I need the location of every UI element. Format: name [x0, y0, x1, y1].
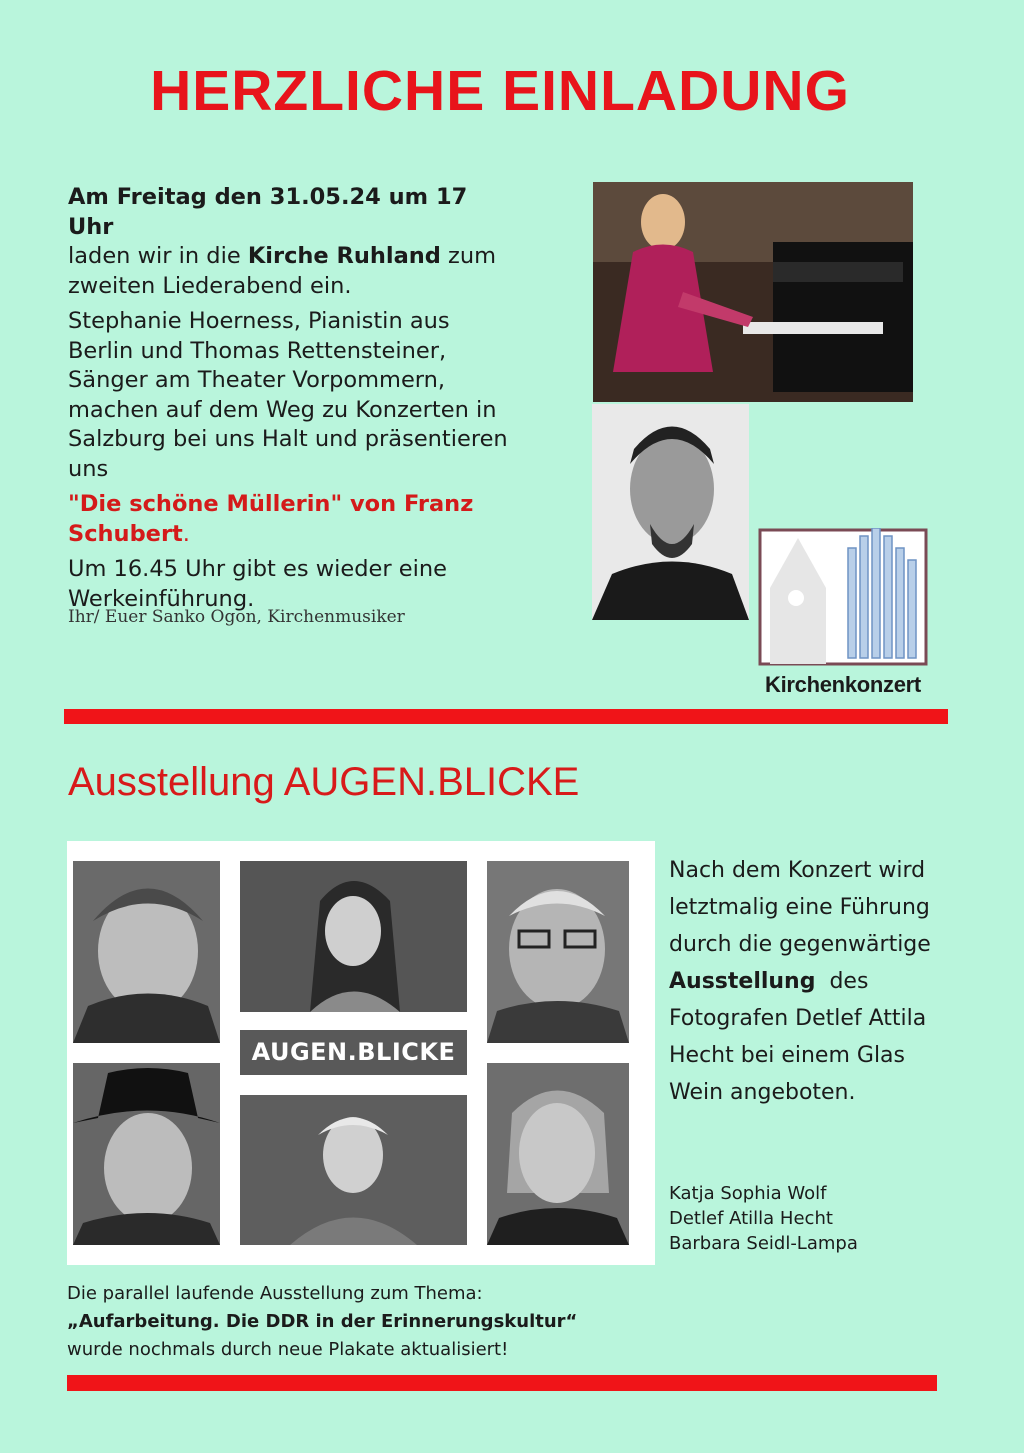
page-title: HERZLICHE EINLADUNG — [150, 59, 850, 123]
divider-bottom — [67, 1375, 937, 1391]
work-title: "Die schöne Müllerin" von Franz Schubert — [68, 491, 474, 547]
organizer-names — [669, 1181, 858, 1256]
exhibition-text-pre: Nach dem Konzert wird letztmalig eine Führung durch die gegenwärtige — [669, 858, 931, 957]
parallel-line-1: Die parallel laufende Ausstellung zum Thema: — [67, 1283, 483, 1304]
intro-paragraph-1 — [68, 183, 518, 301]
event-date: Am Freitag den 31.05.24 um 17 Uhr — [68, 184, 468, 240]
divider-top — [64, 709, 948, 724]
singer-photo — [592, 404, 749, 620]
organizer-name: Barbara Seidl-Lampa — [669, 1233, 858, 1254]
exhibition-text-post: des Fotografen Detlef Attila Hecht bei einem Glas Wein angeboten. — [669, 969, 934, 1105]
intro-paragraph-2: Stephanie Hoerness, Pianistin aus Berlin und Thomas Rettensteiner, Sänger am Theater Vorpommern, machen auf dem Weg zu Konzerten in Salzburg bei uns Halt und präsentieren uns — [68, 308, 508, 482]
exhibition-title: Ausstellung AUGEN.BLICKE — [68, 760, 580, 804]
portrait-woman-short-hair — [487, 1063, 629, 1245]
logo-label: Kirchenkonzert — [765, 672, 921, 697]
exhibition-description — [669, 852, 959, 1111]
portrait-man-hat — [73, 1063, 220, 1245]
kirchenkonzert-logo — [758, 528, 928, 698]
parallel-theme: „Aufarbeitung. Die DDR in der Erinnerungskultur“ — [67, 1311, 578, 1332]
organizer-name: Katja Sophia Wolf — [669, 1183, 827, 1204]
pianist-photo — [593, 182, 913, 402]
portrait-elderly-woman — [73, 861, 220, 1043]
portrait-woman-smiling — [240, 1095, 467, 1245]
parallel-exhibition-note — [67, 1280, 667, 1364]
parallel-line-3: wurde nochmals durch neue Plakate aktualisiert! — [67, 1339, 509, 1360]
intro-text-post: zum zweiten Liederabend ein. — [68, 243, 497, 299]
intro-text — [68, 183, 518, 620]
collage-label: AUGEN.BLICKE — [240, 1030, 467, 1075]
work-title-line — [68, 490, 518, 549]
signature: Ihr/ Euer Sanko Ogon, Kirchenmusiker — [68, 607, 405, 627]
exhibition-text-bold: Ausstellung — [669, 969, 816, 994]
intro-text-pre: laden wir in die — [68, 243, 248, 269]
portrait-man-glasses — [487, 861, 629, 1043]
portrait-woman-long-hair — [240, 861, 467, 1012]
church-organ-icon — [758, 528, 928, 668]
intro-paragraph-3: Um 16.45 Uhr gibt es wieder eine Werkeinführung. — [68, 556, 447, 612]
venue: Kirche Ruhland — [247, 243, 441, 269]
work-period: . — [182, 520, 190, 547]
organizer-name: Detlef Atilla Hecht — [669, 1208, 833, 1229]
